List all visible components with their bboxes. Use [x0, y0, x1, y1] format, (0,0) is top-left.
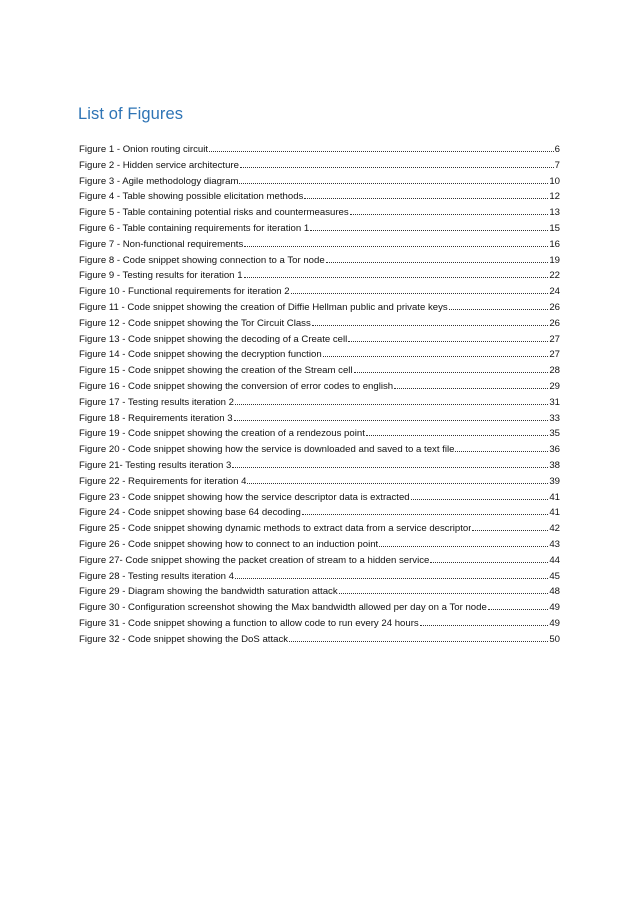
toc-entry-page: 12 [549, 191, 560, 203]
toc-dot-leader [472, 529, 548, 531]
toc-entry-page: 35 [549, 428, 560, 440]
toc-dot-leader [488, 608, 549, 610]
toc-dot-leader [449, 308, 549, 310]
toc-dot-leader [366, 434, 548, 436]
toc-entry-label: Figure 6 - Table containing requirements for iteration 1 [79, 222, 310, 234]
toc-entry-page: 39 [549, 475, 560, 487]
toc-dot-leader [235, 577, 548, 579]
toc-entry-page: 41 [549, 507, 560, 519]
toc-entry-page: 41 [549, 491, 560, 503]
toc-entry-label: Figure 1 - Onion routing circuit [79, 144, 209, 155]
toc-entry-label: Figure 16 - Code snippet showing the conversion of error codes to english [79, 380, 394, 392]
toc-entry-page: 49 [549, 602, 560, 614]
toc-entry-label: Figure 15 - Code snippet showing the creation of the Stream cell [79, 365, 353, 377]
toc-entry-label: Figure 18 - Requirements iteration 3 [79, 412, 233, 424]
toc-entry-page: 42 [549, 523, 560, 535]
toc-dot-leader [291, 292, 549, 294]
toc-entry[interactable] [79, 411, 560, 427]
toc-dot-leader [304, 197, 548, 199]
toc-entry-label: Figure 10 - Functional requirements for iteration 2 [79, 286, 290, 298]
toc-entry-page: 19 [549, 254, 560, 266]
toc-entry-page: 7 [554, 159, 560, 171]
toc-entry-page: 13 [549, 207, 560, 219]
toc-entry-label: Figure 4 - Table showing possible elicitation methods [79, 191, 304, 203]
toc-entry-label: Figure 2 - Hidden service architecture [79, 159, 239, 171]
toc-entry-page: 24 [549, 286, 560, 298]
toc-entry-label: Figure 30 - Configuration screenshot showing the Max bandwidth allowed per day on a Tor node [79, 602, 487, 614]
toc-entry-label: Figure 32 - Code snippet showing the DoS attack [79, 633, 289, 645]
toc-entry-label: Figure 23 - Code snippet showing how the service descriptor data is extracted [79, 491, 410, 503]
toc-dot-leader [455, 450, 548, 452]
toc-entry-label: Figure 31 - Code snippet showing a function to allow code to run every 24 hours [79, 617, 419, 629]
toc-entry-label: Figure 14 - Code snippet showing the decryption function [79, 349, 322, 361]
toc-entry[interactable] [79, 379, 560, 395]
toc-entry-label: Figure 29 - Diagram showing the bandwidth saturation attack [79, 586, 338, 598]
toc-dot-leader [244, 276, 549, 278]
toc-dot-leader [240, 166, 554, 168]
toc-entry-label: Figure 25 - Code snippet showing dynamic methods to extract data from a service descriptor [79, 523, 472, 535]
toc-entry-page: 50 [549, 633, 560, 645]
toc-dot-leader [234, 419, 549, 421]
toc-entry[interactable] [79, 395, 560, 411]
toc-entry-label: Figure 24 - Code snippet showing base 64 decoding [79, 507, 301, 519]
toc-dot-leader [302, 513, 548, 515]
toc-entry[interactable] [79, 426, 560, 442]
toc-entry[interactable] [79, 142, 560, 158]
toc-entry-page: 28 [549, 365, 560, 377]
toc-entry-label: Figure 13 - Code snippet showing the decoding of a Create cell [79, 333, 348, 345]
toc-entry-page: 33 [549, 412, 560, 424]
toc-entry[interactable] [79, 347, 560, 363]
toc-dot-leader [420, 624, 549, 626]
toc-dot-leader [247, 482, 548, 484]
toc-entry[interactable] [79, 537, 560, 553]
toc-entry-page: 45 [549, 570, 560, 582]
page-title: List of Figures [78, 105, 184, 123]
toc-entry-page: 27 [549, 333, 560, 345]
toc-entry-label: Figure 19 - Code snippet showing the creation of a rendezous point [79, 428, 365, 440]
toc-dot-leader [326, 261, 549, 263]
toc-dot-leader [209, 150, 554, 152]
toc-entry[interactable] [79, 158, 560, 174]
toc-entry-label: Figure 17 - Testing results iteration 2 [79, 396, 234, 408]
toc-entry[interactable] [79, 189, 560, 205]
toc-entry-page: 44 [549, 554, 560, 566]
toc-entry-page: 22 [549, 270, 560, 282]
toc-dot-leader [310, 229, 548, 231]
toc-dot-leader [394, 387, 548, 389]
toc-dot-leader [312, 324, 549, 326]
toc-dot-leader [289, 640, 548, 642]
toc-entry[interactable] [79, 316, 560, 332]
toc-entry[interactable] [79, 569, 560, 585]
toc-entry-page: 49 [549, 617, 560, 629]
toc-entry-label: Figure 11 - Code snippet showing the creation of Diffie Hellman public and private keys [79, 301, 448, 313]
toc-entry-page: 38 [549, 459, 560, 471]
toc-dot-leader [354, 371, 549, 373]
toc-entry[interactable] [79, 521, 560, 537]
toc-entry-page: 43 [549, 538, 560, 550]
toc-dot-leader [430, 561, 548, 563]
toc-entry-label: Figure 21- Testing results iteration 3 [79, 459, 232, 471]
toc-entry[interactable] [79, 442, 560, 458]
toc-entry[interactable] [79, 221, 560, 237]
toc-entry[interactable] [79, 284, 560, 300]
toc-entry[interactable] [79, 205, 560, 221]
toc-dot-leader [239, 182, 548, 184]
toc-entry[interactable] [79, 632, 560, 648]
toc-entry-label: Figure 3 - Agile methodology diagram [79, 175, 239, 187]
toc-dot-leader [350, 213, 549, 215]
toc-entry-label: Figure 7 - Non-functional requirements [79, 238, 244, 250]
toc-entry-page: 26 [549, 301, 560, 313]
toc-entry[interactable] [79, 363, 560, 379]
toc-entry-label: Figure 27- Code snippet showing the packet creation of stream to a hidden service [79, 554, 430, 566]
toc-entry-page: 15 [549, 222, 560, 234]
toc-entry[interactable] [79, 600, 560, 616]
toc-entry-page: 26 [549, 317, 560, 329]
toc-entry[interactable] [79, 268, 560, 284]
toc-dot-leader [411, 498, 549, 500]
toc-entry-page: 10 [549, 175, 560, 187]
toc-dot-leader [348, 340, 548, 342]
toc-entry[interactable] [79, 474, 560, 490]
toc-entry[interactable] [79, 553, 560, 569]
toc-dot-leader [235, 403, 548, 405]
toc-entry-label: Figure 26 - Code snippet showing how to connect to an induction point [79, 538, 379, 550]
toc-entry[interactable] [79, 584, 560, 600]
toc-entry[interactable] [79, 174, 560, 190]
list-of-figures [79, 142, 560, 648]
toc-entry-label: Figure 5 - Table containing potential risks and countermeasures [79, 207, 349, 219]
toc-entry-label: Figure 12 - Code snippet showing the Tor Circuit Class [79, 317, 311, 329]
toc-dot-leader [244, 245, 548, 247]
toc-entry[interactable] [79, 300, 560, 316]
toc-entry-page: 27 [549, 349, 560, 361]
toc-entry-page: 48 [549, 586, 560, 598]
toc-entry[interactable] [79, 616, 560, 632]
toc-dot-leader [379, 545, 548, 547]
toc-entry-label: Figure 28 - Testing results iteration 4 [79, 570, 234, 582]
toc-entry-page: 16 [549, 238, 560, 250]
toc-entry[interactable] [79, 237, 560, 253]
toc-entry-page: 29 [549, 380, 560, 392]
toc-entry-label: Figure 9 - Testing results for iteration 1 [79, 270, 243, 282]
toc-dot-leader [232, 466, 548, 468]
toc-entry[interactable] [79, 458, 560, 474]
toc-entry[interactable] [79, 332, 560, 348]
toc-entry-label: Figure 8 - Code snippet showing connection to a Tor node [79, 254, 325, 266]
toc-entry-page: 31 [549, 396, 560, 408]
toc-entry-page: 6 [554, 144, 560, 155]
toc-dot-leader [323, 355, 549, 357]
toc-entry-label: Figure 20 - Code snippet showing how the service is downloaded and saved to a text file [79, 444, 455, 456]
toc-entry-label: Figure 22 - Requirements for iteration 4 [79, 475, 247, 487]
toc-entry[interactable] [79, 505, 560, 521]
toc-entry-page: 36 [549, 444, 560, 456]
toc-entry[interactable] [79, 490, 560, 506]
toc-entry[interactable] [79, 253, 560, 269]
toc-dot-leader [339, 592, 549, 594]
